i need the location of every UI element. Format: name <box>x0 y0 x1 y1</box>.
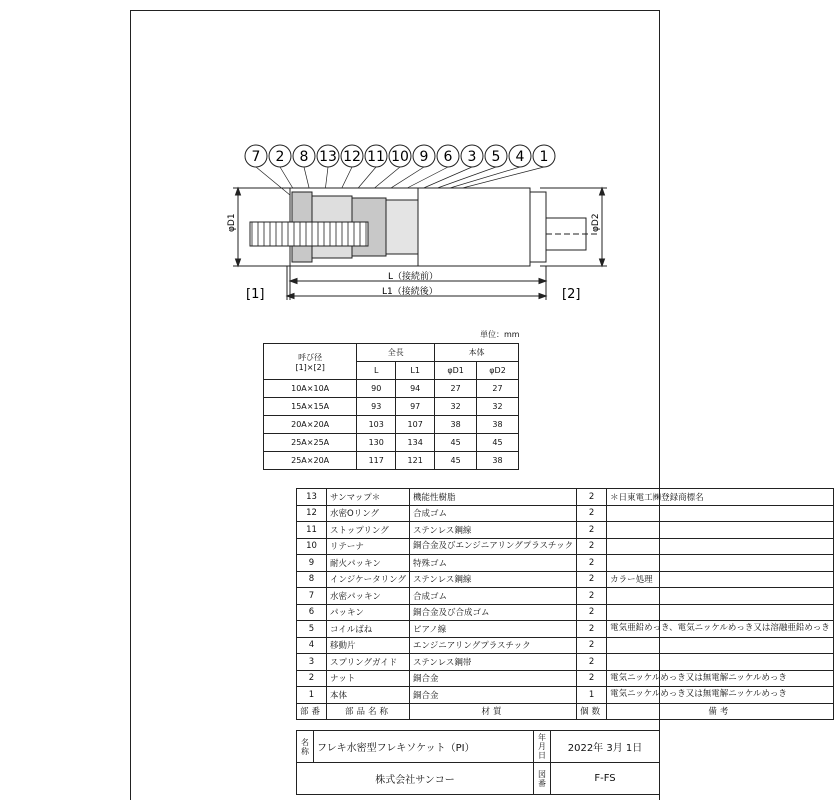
dim-l-label: L（接続前） <box>388 272 439 282</box>
balloon-number: 11 <box>367 149 385 165</box>
drawing-no-label: 図番 <box>534 763 551 795</box>
parts-material: 特殊ゴム <box>409 555 576 572</box>
parts-no: 8 <box>297 571 327 588</box>
header-body: 本体 <box>435 344 519 362</box>
parts-name: ストップリング <box>327 522 410 539</box>
parts-qty: 2 <box>577 571 607 588</box>
parts-no: 4 <box>297 637 327 654</box>
parts-note: 電気亜鉛めっき、電気ニッケルめっき又は溶融亜鉛めっき <box>607 621 834 638</box>
balloon-number: 6 <box>443 149 453 165</box>
parts-note <box>607 505 834 522</box>
dimension-cell: 93 <box>357 398 396 416</box>
dimension-cell: 45 <box>477 434 519 452</box>
balloon-number: 13 <box>319 149 337 165</box>
parts-qty: 2 <box>577 670 607 687</box>
parts-name: ナット <box>327 670 410 687</box>
sub-header: φD1 <box>435 362 477 380</box>
drawing-no: F-FS <box>551 763 660 795</box>
parts-note <box>607 637 834 654</box>
parts-qty: 2 <box>577 505 607 522</box>
parts-note <box>607 555 834 572</box>
dimension-cell: 25A×20A <box>264 452 357 470</box>
parts-note <box>607 604 834 621</box>
product-name: フレキ水密型フレキソケット（PI） <box>314 731 534 763</box>
parts-qty: 2 <box>577 604 607 621</box>
label-d1: φD1 <box>227 213 237 232</box>
sub-header: φD2 <box>477 362 519 380</box>
parts-no: 2 <box>297 670 327 687</box>
end-left-label: [1] <box>246 287 265 302</box>
parts-header-name: 部品名称 <box>327 703 410 720</box>
parts-name: リテーナ <box>327 538 410 555</box>
dimension-row <box>264 434 519 452</box>
parts-no: 3 <box>297 654 327 671</box>
parts-name: 本体 <box>327 687 410 704</box>
dimension-row <box>264 398 519 416</box>
dimension-row <box>264 416 519 434</box>
parts-material: 合成ゴム <box>409 505 576 522</box>
parts-material: エンジニアリングプラスチック <box>409 637 576 654</box>
balloon-number: 1 <box>539 149 549 165</box>
parts-name: 水密Oリング <box>327 505 410 522</box>
parts-row <box>297 654 834 671</box>
sub-header: L1 <box>396 362 435 380</box>
parts-row <box>297 637 834 654</box>
dimension-cell: 94 <box>396 380 435 398</box>
company-name: 株式会社サンコー <box>297 763 534 795</box>
parts-qty: 2 <box>577 489 607 506</box>
parts-material: ステンレス鋼線 <box>409 571 576 588</box>
parts-row <box>297 588 834 605</box>
parts-name: パッキン <box>327 604 410 621</box>
dimension-cell: 117 <box>357 452 396 470</box>
section-drawing <box>0 0 800 320</box>
parts-header-no: 部番 <box>297 703 327 720</box>
parts-name: コイルばね <box>327 621 410 638</box>
dimension-cell: 97 <box>396 398 435 416</box>
dimension-cell: 45 <box>435 434 477 452</box>
end-right-label: [2] <box>562 287 581 302</box>
parts-qty: 2 <box>577 555 607 572</box>
parts-name: 耐火パッキン <box>327 555 410 572</box>
parts-row <box>297 621 834 638</box>
parts-qty: 2 <box>577 538 607 555</box>
date-label: 年月日 <box>534 731 551 763</box>
balloon-number: 5 <box>491 149 501 165</box>
dimension-row <box>264 452 519 470</box>
parts-note: ＊日東電工㈱登録商標名 <box>607 489 834 506</box>
parts-qty: 2 <box>577 654 607 671</box>
parts-no: 1 <box>297 687 327 704</box>
title-block <box>296 730 660 795</box>
balloon-number: 12 <box>343 149 361 165</box>
parts-material: 合成ゴム <box>409 588 576 605</box>
parts-row <box>297 670 834 687</box>
dimension-cell: 10A×10A <box>264 380 357 398</box>
parts-qty: 2 <box>577 637 607 654</box>
parts-name: インジケータリング <box>327 571 410 588</box>
balloon-number: 4 <box>515 149 525 165</box>
parts-row <box>297 522 834 539</box>
parts-no: 13 <box>297 489 327 506</box>
parts-no: 6 <box>297 604 327 621</box>
dimension-cell: 121 <box>396 452 435 470</box>
parts-material: 銅合金 <box>409 687 576 704</box>
dimension-cell: 130 <box>357 434 396 452</box>
parts-qty: 1 <box>577 687 607 704</box>
parts-material: 銅合金 <box>409 670 576 687</box>
parts-note: 電気ニッケルめっき又は無電解ニッケルめっき <box>607 670 834 687</box>
label-d2: φD2 <box>591 213 601 232</box>
parts-row <box>297 555 834 572</box>
parts-note <box>607 538 834 555</box>
parts-note <box>607 522 834 539</box>
dimension-cell: 38 <box>435 416 477 434</box>
parts-no: 12 <box>297 505 327 522</box>
balloon-number: 2 <box>275 149 285 165</box>
dimension-cell: 27 <box>477 380 519 398</box>
parts-material: ピアノ線 <box>409 621 576 638</box>
parts-material: ステンレス鋼帯 <box>409 654 576 671</box>
header-length: 全長 <box>357 344 435 362</box>
parts-qty: 2 <box>577 588 607 605</box>
dimension-cell: 38 <box>477 452 519 470</box>
parts-row <box>297 489 834 506</box>
parts-header-qty: 個数 <box>577 703 607 720</box>
parts-note: 電気ニッケルめっき又は無電解ニッケルめっき <box>607 687 834 704</box>
parts-note <box>607 588 834 605</box>
dimension-cell: 107 <box>396 416 435 434</box>
parts-qty: 2 <box>577 522 607 539</box>
parts-qty: 2 <box>577 621 607 638</box>
parts-table <box>296 488 834 720</box>
date-value: 2022年 3月 1日 <box>551 731 660 763</box>
name-label: 名称 <box>297 731 314 763</box>
parts-row <box>297 687 834 704</box>
parts-row <box>297 571 834 588</box>
parts-header-material: 材質 <box>409 703 576 720</box>
dimension-cell: 15A×15A <box>264 398 357 416</box>
unit-label: 単位：mm <box>480 330 520 339</box>
parts-no: 10 <box>297 538 327 555</box>
parts-material: ステンレス鋼線 <box>409 522 576 539</box>
dimension-row <box>264 380 519 398</box>
parts-no: 9 <box>297 555 327 572</box>
parts-no: 7 <box>297 588 327 605</box>
dimension-cell: 38 <box>477 416 519 434</box>
header-size: 呼び径 [1]×[2] <box>264 344 357 380</box>
balloon-number: 7 <box>251 149 261 165</box>
parts-row <box>297 538 834 555</box>
balloon-number: 9 <box>419 149 429 165</box>
dimension-cell: 32 <box>477 398 519 416</box>
parts-name: スプリングガイド <box>327 654 410 671</box>
dimension-cell: 27 <box>435 380 477 398</box>
parts-name: 水密パッキン <box>327 588 410 605</box>
parts-row <box>297 505 834 522</box>
parts-material: 銅合金及び合成ゴム <box>409 604 576 621</box>
dimension-cell: 20A×20A <box>264 416 357 434</box>
parts-note: カラー処理 <box>607 571 834 588</box>
parts-name: サンマップ＊ <box>327 489 410 506</box>
parts-header-note: 備考 <box>607 703 834 720</box>
parts-no: 5 <box>297 621 327 638</box>
parts-material: 銅合金及びエンジニアリングプラスチック <box>409 538 576 555</box>
balloon-number: 3 <box>467 149 477 165</box>
dimension-cell: 134 <box>396 434 435 452</box>
dimension-cell: 90 <box>357 380 396 398</box>
dimension-cell: 45 <box>435 452 477 470</box>
parts-name: 移動片 <box>327 637 410 654</box>
parts-row <box>297 604 834 621</box>
sub-header: L <box>357 362 396 380</box>
parts-no: 11 <box>297 522 327 539</box>
dimension-cell: 32 <box>435 398 477 416</box>
dimension-cell: 25A×25A <box>264 434 357 452</box>
dimension-table <box>263 343 519 470</box>
dimension-cell: 103 <box>357 416 396 434</box>
parts-material: 機能性樹脂 <box>409 489 576 506</box>
balloon-number: 8 <box>299 149 309 165</box>
parts-note <box>607 654 834 671</box>
balloon-number: 10 <box>391 149 409 165</box>
dim-l1-label: L1（接続後） <box>382 287 438 297</box>
